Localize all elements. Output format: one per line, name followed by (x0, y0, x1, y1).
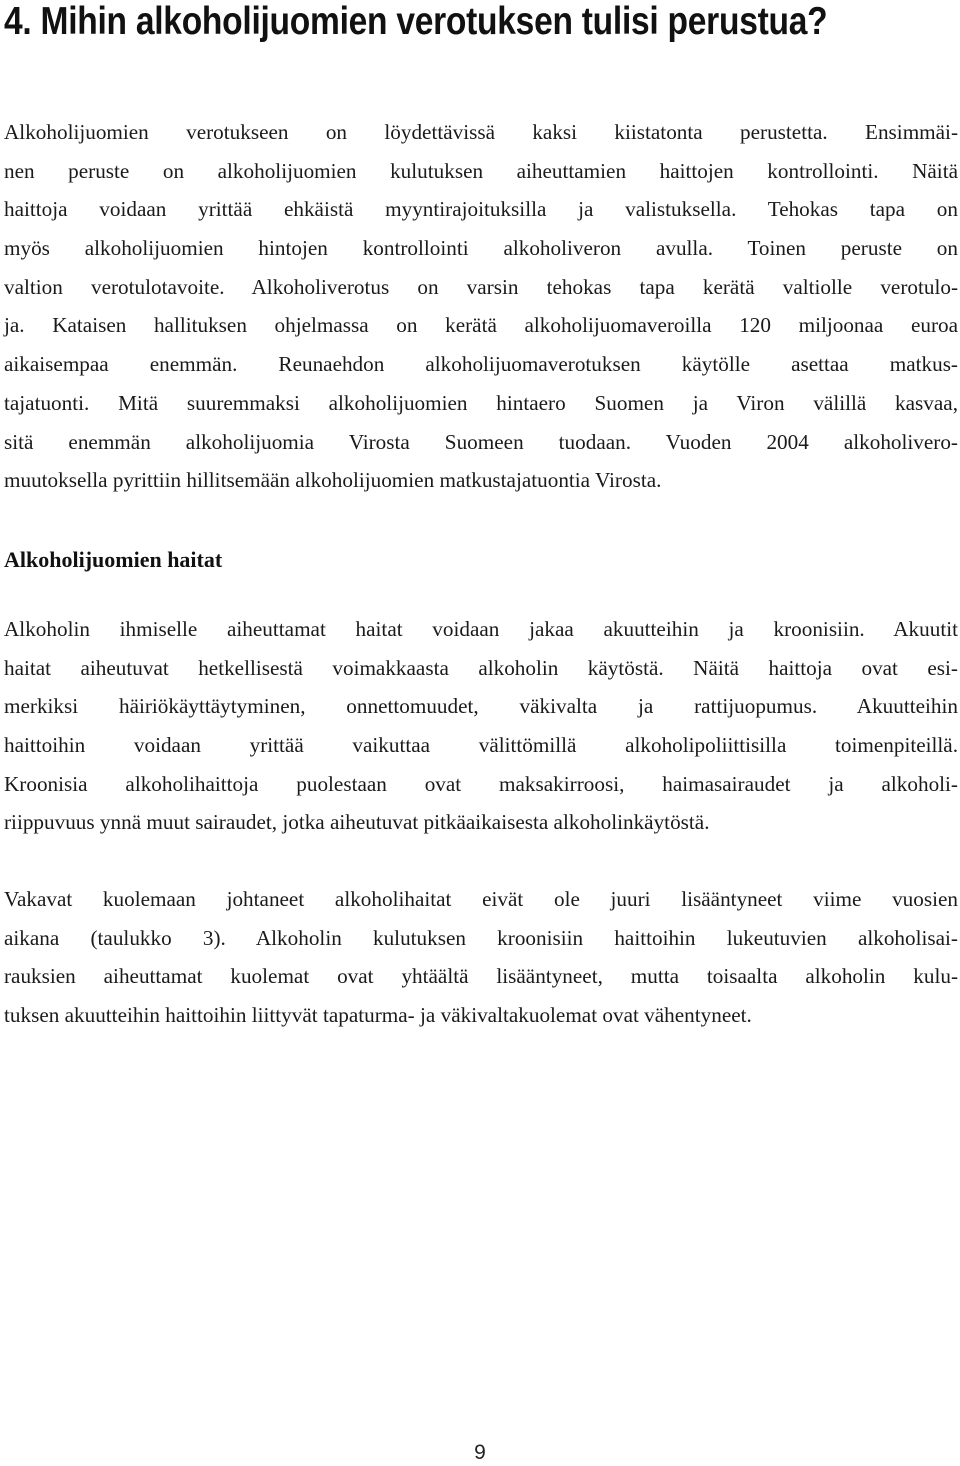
paragraph-line: Alkoholijuomien verotukseen on löydettävissä kaksi kiistatonta perustetta. Ensimmäi- (4, 120, 958, 144)
paragraph-line: Kroonisia alkoholihaittoja puolestaan ovat maksakirroosi, haimasairaudet ja alkoholi- (4, 771, 958, 796)
chapter-title: 4. Mihin alkoholijuomien verotuksen tulisi perustua? (4, 0, 828, 43)
paragraph-line: rauksien aiheuttamat kuolemat ovat yhtäältä lisääntyneet, mutta toisaalta alkoholin kulu- (4, 964, 958, 989)
paragraph-verotuksen-perusteet (4, 113, 958, 500)
paragraph-line: merkiksi häiriökäyttäytyminen, onnettomuudet, väkivalta ja rattijuopumus. Akuutteihin (4, 694, 958, 719)
paragraph-kuolemat (4, 880, 958, 1035)
paragraph-line: riippuvuus ynnä muut sairaudet, jotka aiheutuvat pitkäaikaisesta alkoholinkäytöstä. (4, 810, 710, 835)
paragraph-line: ja. Kataisen hallituksen ohjelmassa on kerätä alkoholijuomaveroilla 120 miljoonaa euroa (4, 313, 958, 338)
page-number: 9 (474, 1441, 486, 1464)
paragraph-line: tuksen akuutteihin haittoihin liittyvät tapaturma- ja väkivaltakuolemat ovat vähentyneet. (4, 1003, 752, 1028)
paragraph-line: valtion verotulotavoite. Alkoholiverotus on varsin tehokas tapa kerätä valtiolle verotulo- (4, 274, 958, 299)
paragraph-line: Vakavat kuolemaan johtaneet alkoholihaitat eivät ole juuri lisääntyneet viime vuosien (4, 887, 958, 911)
paragraph-line: sitä enemmän alkoholijuomia Virosta Suomeen tuodaan. Vuoden 2004 alkoholivero- (4, 429, 958, 454)
paragraph-haitat (4, 610, 958, 842)
paragraph-line: haittoihin voidaan yrittää vaikuttaa välittömillä alkoholipoliittisilla toimenpiteillä. (4, 733, 958, 758)
paragraph-line: muutoksella pyrittiin hillitsemään alkoholijuomien matkustajatuontia Virosta. (4, 468, 662, 493)
paragraph-line: haitat aiheutuvat hetkellisestä voimakkaasta alkoholin käytöstä. Näitä haittoja ovat esi- (4, 655, 958, 680)
paragraph-line: myös alkoholijuomien hintojen kontrollointi alkoholiveron avulla. Toinen peruste on (4, 236, 958, 261)
paragraph-line: nen peruste on alkoholijuomien kulutuksen aiheuttamien haittojen kontrollointi. Näitä (4, 158, 958, 183)
paragraph-line: aikaisempaa enemmän. Reunaehdon alkoholijuomaverotuksen käytölle asettaa matkus- (4, 352, 958, 377)
section-heading: Alkoholijuomien haitat (4, 547, 223, 572)
paragraph-line: aikana (taulukko 3). Alkoholin kulutuksen kroonisiin haittoihin lukeutuvien alkoholisai- (4, 925, 958, 950)
paragraph-line: haittoja voidaan yrittää ehkäistä myyntirajoituksilla ja valistuksella. Tehokas tapa on (4, 197, 958, 222)
paragraph-line: Alkoholin ihmiselle aiheuttamat haitat voidaan jakaa akuutteihin ja kroonisiin. Akuutit (4, 617, 958, 641)
paragraph-line: tajatuonti. Mitä suuremmaksi alkoholijuomien hintaero Suomen ja Viron välillä kasvaa, (4, 390, 958, 415)
